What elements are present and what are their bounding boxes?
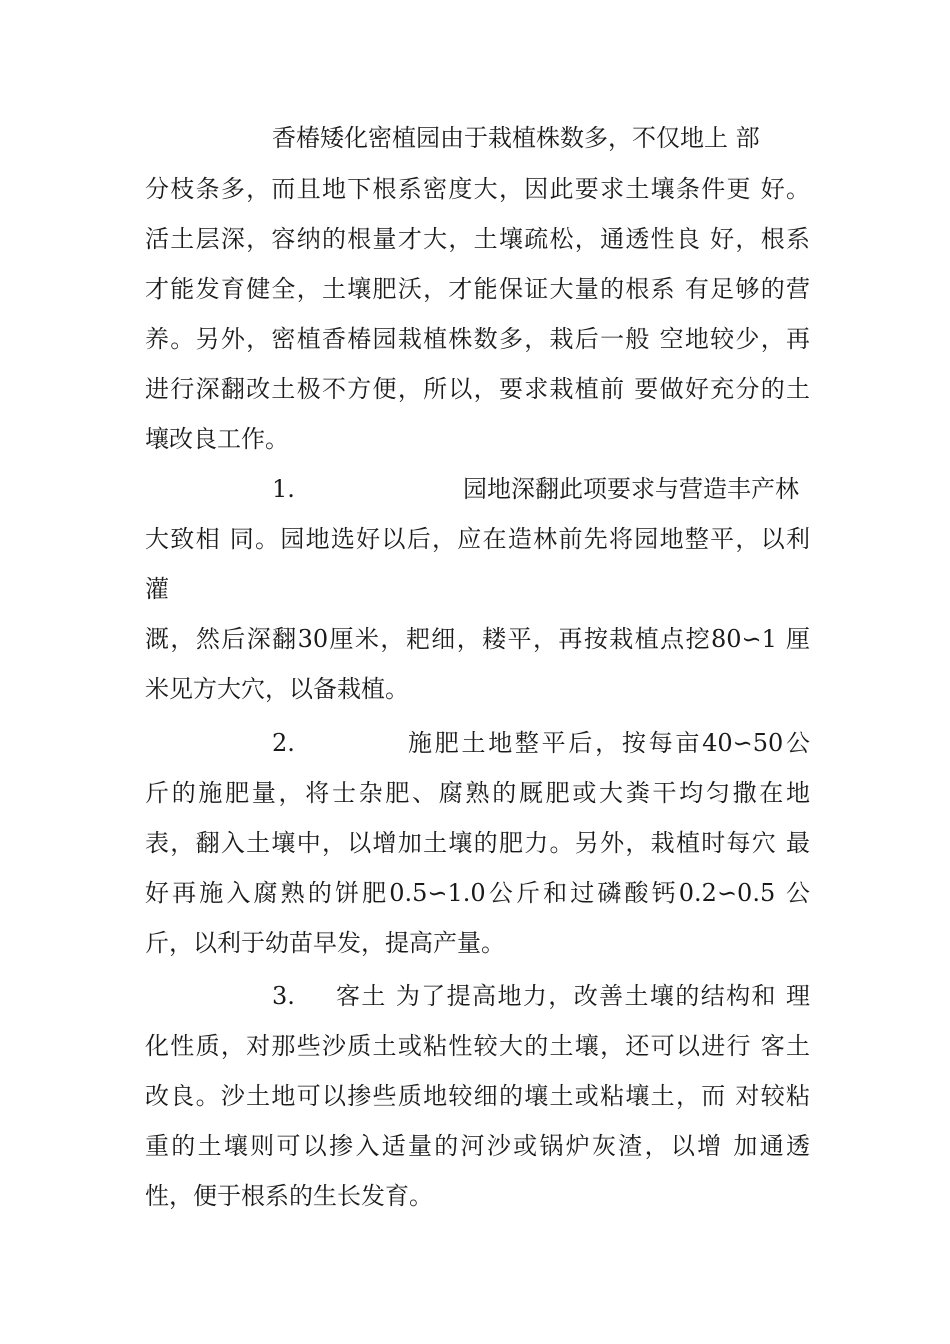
intro-line-4: 才能发育健全，土壤肥沃，才能保证大量的根系 有足够的营 xyxy=(145,275,810,303)
intro-line-3: 活土层深，容纳的根量才大，土壤疏松，通透性良 好，根系 xyxy=(145,225,810,253)
item-2-line-2: 斤的施肥量，将士杂肥、腐熟的厩肥或大粪干均匀撒在地 xyxy=(145,779,810,807)
intro-line-5: 养。另外，密植香椿园栽植株数多，栽后一般 空地较少，再 xyxy=(145,325,810,353)
item-3-line-4: 重的土壤则可以掺入适量的河沙或锅炉灰渣，以增 加通透 xyxy=(145,1132,810,1160)
item-1-heading: 园地深翻此项要求与营造丰产林 xyxy=(463,475,799,503)
item-1-line-4: 溉，然后深翻30厘米，耙细，耧平，再按栽植点挖80∽1 厘 xyxy=(145,625,810,653)
item-1-number: 1. xyxy=(272,475,295,503)
item-2-line-5: 斤，以利于幼苗早发，提高产量。 xyxy=(145,929,505,957)
item-3-heading: 客土 为了提高地力，改善土壤的结构和 理 xyxy=(336,982,810,1010)
item-3-line-3: 改良。沙土地可以掺些质地较细的壤土或粘壤土，而 对较粘 xyxy=(145,1082,810,1110)
intro-line-6: 进行深翻改土极不方便，所以，要求栽植前 要做好充分的土 xyxy=(145,375,810,403)
item-1-line-2: 大致相 同。园地选好以后，应在造林前先将园地整平，以利 xyxy=(145,525,810,553)
item-1-line-3: 灌 xyxy=(145,575,169,603)
intro-line-2: 分枝条多，而且地下根系密度大，因此要求土壤条件更 好。 xyxy=(145,175,810,203)
intro-line-7: 壤改良工作。 xyxy=(145,425,289,453)
item-3-line-2: 化性质，对那些沙质土或粘性较大的土壤，还可以进行 客土 xyxy=(145,1032,810,1060)
item-1-line-5: 米见方大穴，以备栽植。 xyxy=(145,675,409,703)
item-3-number: 3. xyxy=(272,982,295,1010)
item-2-line-4: 好再施入腐熟的饼肥0.5∽1.0公斤和过磷酸钙0.2∽0.5 公 xyxy=(145,879,810,907)
item-2-heading: 施肥土地整平后，按每亩40∽50公 xyxy=(408,729,810,757)
intro-line-1: 香椿矮化密植园由于栽植株数多，不仅地上 部 xyxy=(272,124,760,152)
item-3-line-5: 性，便于根系的生长发育。 xyxy=(145,1182,433,1210)
item-2-number: 2. xyxy=(272,729,295,757)
item-2-line-3: 表，翻入土壤中，以增加土壤的肥力。另外，栽植时每穴 最 xyxy=(145,829,810,857)
